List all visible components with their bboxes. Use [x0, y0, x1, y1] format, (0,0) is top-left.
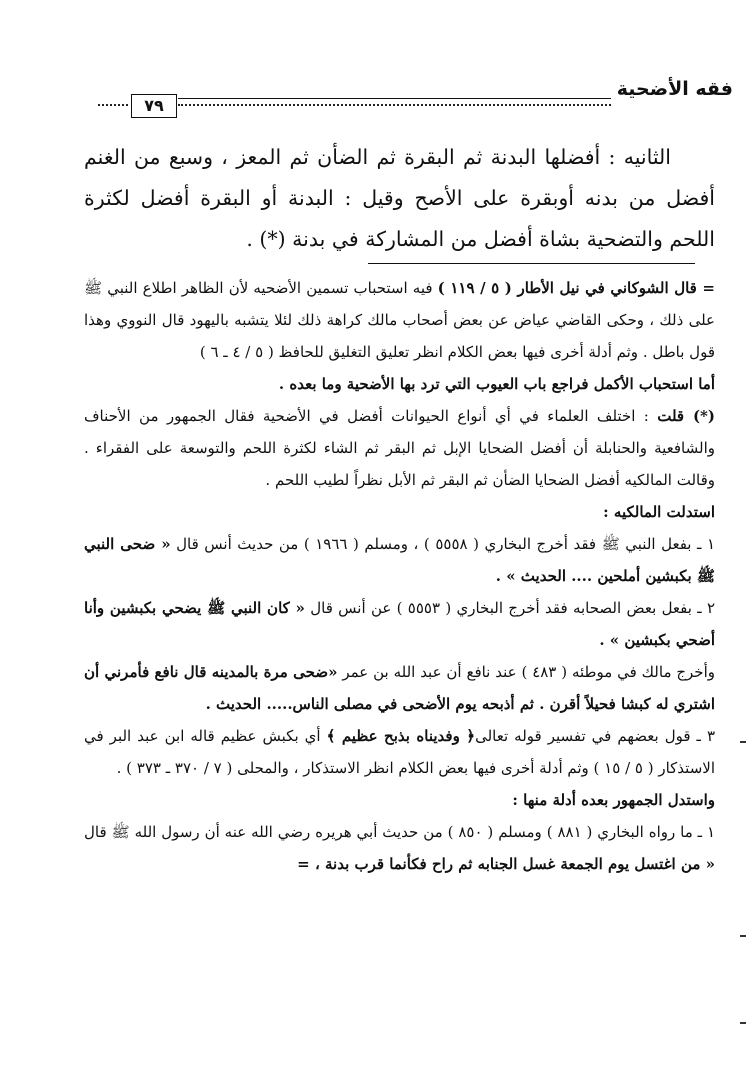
footnote-qultu — [84, 400, 715, 496]
header-dotted-rule — [178, 104, 611, 106]
evidence-item-3 — [84, 720, 715, 784]
majority-evidence-heading: واستدل الجمهور بعده أدلة منها : — [512, 791, 715, 809]
margin-mark — [740, 741, 746, 743]
footnote-shawkani-text: فيه استحباب تسمين الأضحيه لأن الظاهر اطلاع النبي ﷺ على ذلك ، وحكى القاضي عياض عن بعض أصحاب مالك كراهة ذلك لئلا يتشبه باليهود قال النووي وهذا قول باطل . وثم أدلة أخرى فيها بعض الكلام انظر تعليق التغليق للحافظ ( ٥ / ٤ ـ ٦ ) — [84, 279, 715, 361]
margin-mark — [740, 1022, 746, 1024]
margin-mark — [740, 935, 746, 937]
evidence-malik — [84, 656, 715, 720]
evidence-item-2-text: ٢ ـ بفعل بعض الصحابه فقد أخرج البخاري ( ٥٥٥٣ ) عن أنس قال — [304, 599, 715, 617]
evidence-item-3-rest: أي بكبش عظيم قاله ابن عبد البر في الاستذكار ( ٥ / ١٥ ) وثم أدلة أخرى فيها بعض الكلام انظر الاستذكار ، والمحلى ( ٧ / ٣٧٠ ـ ٣٧٣ ) . — [84, 727, 715, 777]
footnotes — [84, 272, 715, 880]
evidence-malik-text: وأخرج مالك في موطئه ( ٤٨٣ ) عند نافع أن عبد الله بن عمر — [337, 663, 715, 681]
evidence-malik-quote: «ضحى مرة بالمدينه قال نافع فأمرني أن اشتري له كبشا فحيلاً أقرن . ثم أذبحه يوم الأضحى في مصلى الناس..... الحديث . — [84, 663, 715, 713]
footnote-defects-note: أما استحباب الأكمل فراجع باب العيوب التي ترد بها الأضحية وما بعده . — [278, 375, 715, 393]
footnote-qultu-label: (*) قلت — [657, 407, 715, 425]
evidence-item-1-quote: « ضحى النبي ﷺ بكبشين أملحين .... الحديث » . — [84, 535, 715, 585]
footnote-separator — [368, 263, 695, 264]
main-paragraph: الثانيه : أفضلها البدنة ثم البقرة ثم الضأن ثم المعز ، وسبع من الغنم أفضل من بدنه أوبقرة على الأصح وقيل : البدنة أو البقرة أفضل لكثرة اللحم والتضحية بشاة أفضل من المشاركة في بدنة (*) . — [84, 145, 715, 251]
page-number: ٧٩ — [131, 94, 177, 118]
evidence-item-2-quote: « كان النبي ﷺ يضحي بكبشين وأنا أضحي بكبشين » . — [84, 599, 715, 649]
running-header-title: فقه الأضحية — [616, 78, 733, 100]
footnote-shawkani-ref: = قال الشوكاني في نيل الأطار ( ٥ / ١١٩ ) — [437, 279, 715, 297]
header-dotted-rule-left — [98, 104, 128, 106]
evidence-item-3-text: ٣ ـ قول بعضهم في تفسير قوله تعالى — [475, 727, 715, 745]
majority-evidence-item-1-text: ١ ـ ما رواه البخاري ( ٨٨١ ) ومسلم ( ٨٥٠ ) من حديث أبي هريره رضي الله عنه أن رسول الله ﷺ قال — [84, 823, 715, 841]
evidence-item-1-text: ١ ـ بفعل النبي ﷺ فقد أخرج البخاري ( ٥٥٥٨ ) ، ومسلم ( ١٩٦٦ ) من حديث أنس قال — [170, 535, 715, 553]
maliki-evidence-heading: استدلت المالكيه : — [603, 503, 715, 521]
majority-evidence-item-1 — [84, 816, 715, 880]
evidence-item-3-quote: ﴿ وفديناه بذبح عظيم ﴾ — [326, 727, 476, 745]
footnote-qultu-text: : اختلف العلماء في أي أنواع الحيوانات أفضل في الأضحية فقال الجمهور من الأحناف والشافعية والحنابلة أن أفضل الضحايا الإبل ثم البقر ثم الشاء لكثرة اللحم والتوسعة على الفقراء . وقالت المالكيه أفضل الضحايا الضأن ثم البقر ثم الأبل نظراً لطيب اللحم . — [84, 407, 715, 489]
main-text — [84, 137, 715, 260]
evidence-item-1 — [84, 528, 715, 592]
footnote-shawkani — [84, 272, 715, 368]
header-rule — [178, 98, 611, 99]
evidence-item-2 — [84, 592, 715, 656]
majority-evidence-item-1-quote: « من اغتسل يوم الجمعة غسل الجنابه ثم راح فكأنما قرب بدنة ، = — [297, 855, 715, 873]
